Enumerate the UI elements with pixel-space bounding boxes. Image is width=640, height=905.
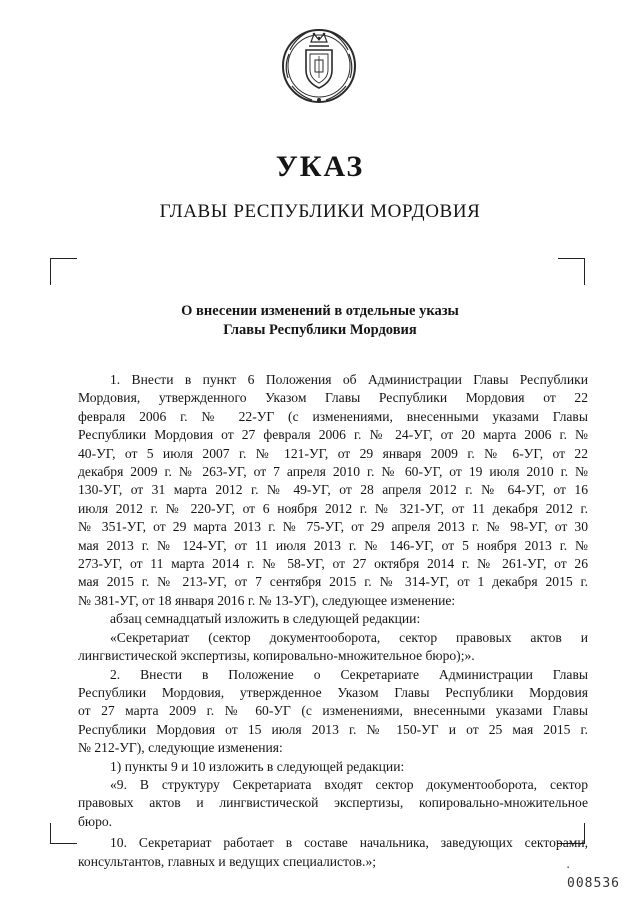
scan-mark: ▪ — [567, 865, 570, 871]
document-type-title: УКАЗ — [275, 150, 365, 183]
body-line: февраля 2006 г. № 22-УГ (с изменениями, внесенными указами Главы — [78, 408, 588, 424]
body-line: декабря 2009 г. № 263-УГ, от 7 апреля 2010 г. № 60-УГ, от 19 июля 2010 г. № — [78, 464, 588, 480]
body-line: 273-УГ, от 11 марта 2014 г. № 58-УГ, от 27 октября 2014 г. № 261-УГ, от 26 — [78, 556, 588, 572]
body-line: Республики Мордовия от 15 июля 2013 г. № 150-УГ и от 25 мая 2015 г. — [78, 721, 588, 737]
body-line: от 27 марта 2009 г. № 60-УГ (с изменениями, внесенными указами Главы — [78, 703, 588, 719]
issuer-subtitle: ГЛАВЫ РЕСПУБЛИКИ МОРДОВИЯ — [159, 201, 481, 222]
body-line: 10. Секретариат работает в составе начальника, заведующих секторами, — [110, 835, 588, 851]
body-line: 130-УГ, от 31 марта 2012 г. № 49-УГ, от 28 апреля 2012 г. № 64-УГ, от 16 — [78, 482, 588, 498]
body-line: 2. Внести в Положение о Секретариате Администрации Главы — [110, 666, 588, 682]
body-line: мая 2015 г. № 213-УГ, от 7 сентября 2015 г. № 314-УГ, от 1 декабря 2015 г. — [78, 574, 588, 590]
body-line: «9. В структуру Секретариата входят сектор документооборота, сектор — [110, 776, 588, 792]
body-line: мая 2013 г. № 124-УГ, от 11 июля 2013 г. № 146-УГ, от 5 ноября 2013 г. № — [78, 537, 588, 553]
corner-mark-top-right — [558, 258, 585, 285]
body-line: абзац семнадцатый изложить в следующей редакции: — [110, 611, 421, 627]
corner-mark-bottom-left — [50, 823, 77, 844]
body-line: № 381-УГ, от 18 января 2016 г. № 13-УГ), следующее изменение: — [78, 592, 456, 608]
body-line: лингвистической экспертизы, копировально-множительное бюро);». — [78, 648, 475, 664]
heading-line: О внесении изменений в отдельные указы — [181, 303, 459, 319]
body-line: Мордовия, утвержденного Указом Главы Республики Мордовия от 22 — [78, 390, 588, 406]
body-line: консультантов, главных и ведущих специалистов.»; — [78, 853, 377, 869]
body-line: Республики Мордовия от 27 февраля 2006 г. № 24-УГ, от 20 марта 2006 г. № — [78, 427, 588, 443]
body-line: бюро. — [78, 813, 113, 829]
body-line: № 212-УГ), следующие изменения: — [78, 740, 283, 756]
body-line: 1) пункты 9 и 10 изложить в следующей редакции: — [110, 758, 405, 774]
body-line: № 351-УГ, от 29 марта 2013 г. № 75-УГ, от 29 апреля 2013 г. № 98-УГ, от 30 — [78, 519, 588, 535]
heading-line: Главы Республики Мордовия — [223, 322, 417, 338]
body-line: 1. Внести в пункт 6 Положения об Администрации Главы Республики — [110, 372, 588, 387]
body-line: правовых актов и лингвистической экспертизы, копировально-множительное — [78, 795, 588, 811]
coat-of-arms-icon — [276, 20, 362, 106]
body-line: «Секретариат (сектор документооборота, сектор правовых актов и — [110, 629, 588, 645]
decree-heading — [100, 302, 540, 340]
decree-body — [78, 371, 588, 871]
body-line: Республики Мордовия, утвержденное Указом Главы Республики Мордовия — [78, 684, 588, 700]
body-line: 40-УГ, от 5 июля 2007 г. № 121-УГ, от 29 января 2009 г. № 6-УГ, от 22 — [78, 445, 588, 461]
body-line: июля 2012 г. № 220-УГ, от 6 ноября 2012 г. № 321-УГ, от 11 декабря 2012 г. — [78, 500, 588, 516]
corner-mark-top-left — [50, 258, 77, 285]
document-number-stamp: 008536 — [567, 876, 620, 891]
